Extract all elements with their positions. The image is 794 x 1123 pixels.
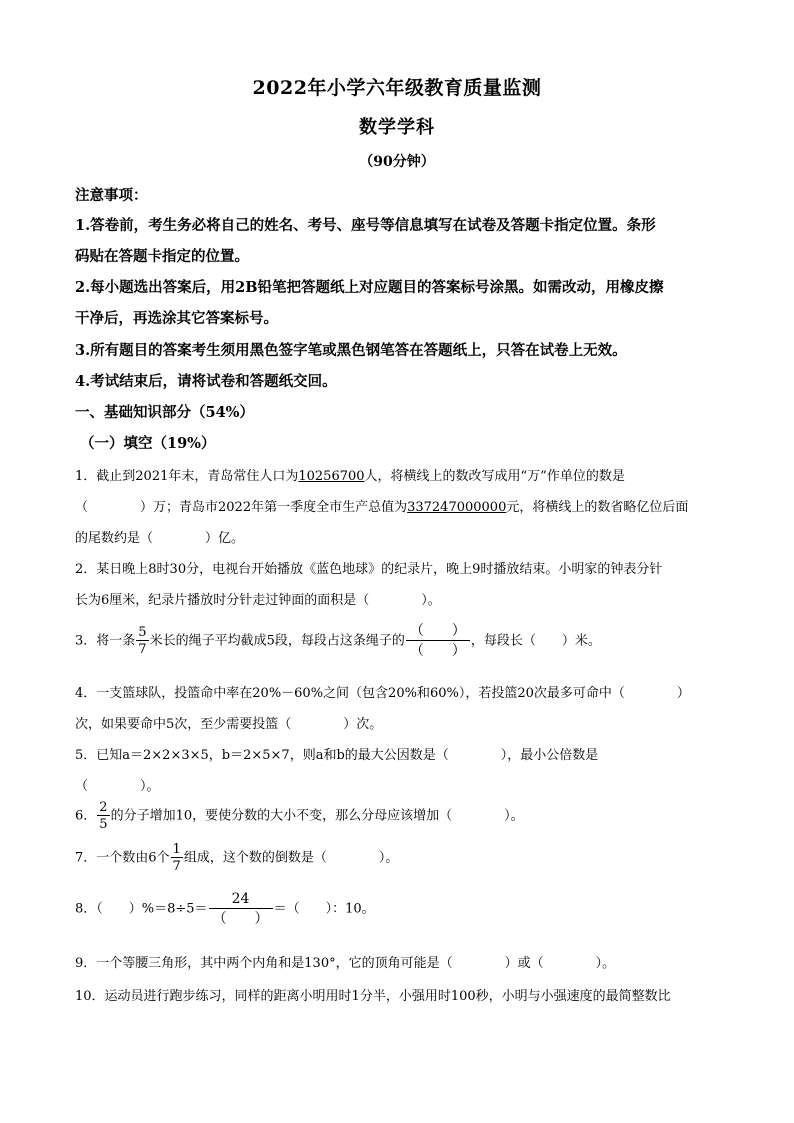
question-1-text-b: 人，将横线上的数改写成用“万”作单位的数是 — [364, 469, 625, 484]
notes-heading: 注意事项： — [75, 187, 148, 204]
question-1-text-c: （ ）万；青岛市2022年第一季度全市生产总值为 — [75, 500, 408, 515]
question-6-fraction-numerator: 2 — [99, 800, 108, 815]
question-9: 9．一个等腰三角形，其中两个内角和是130°，它的顶角可能是（ ）或（ ）。 — [75, 956, 616, 971]
question-7-text-a: 7．一个数由6个 — [75, 850, 170, 866]
question-5-line-1: 5．已知a＝2×2×3×5，b＝2×5×7，则a和b的最大公因数是（ ），最小公倍数是 — [75, 748, 599, 763]
question-8-text-a: 8．（ ）%＝8÷5＝ — [75, 901, 208, 917]
subsection-heading-fill-blank: （一）填空（19%） — [80, 435, 216, 452]
note-item-2-line-2: 干净后，再选涂其它答案标号。 — [75, 310, 278, 327]
question-2-line-1: 2．某日晚上8时30分，电视台开始播放《蓝色地球》的纪录片，晚上9时播放结束。小明家的钟表分针 — [75, 562, 663, 577]
question-6 — [75, 801, 524, 831]
question-1-text-d: 元，将横线上的数省略亿位后面 — [506, 500, 689, 515]
question-7-text-b: 组成，这个数的倒数是（ ）。 — [183, 850, 399, 866]
exam-title: 2022年小学六年级教育质量监测 — [252, 77, 542, 99]
question-3-fraction — [136, 626, 148, 656]
question-10-line-1: 10．运动员进行跑步练习，同样的距离小明用时1分半，小强用时100秒，小明与小强速度的最简整数比 — [75, 989, 671, 1004]
question-3-text-a: 3．将一条 — [75, 633, 136, 649]
note-item-1-line-1: 1.答卷前，考生务必将自己的姓名、考号、座号等信息填写在试卷及答题卡指定位置。条形 — [75, 217, 656, 234]
section-heading-part1: 一、基础知识部分（54%） — [75, 404, 254, 421]
question-6-text-a: 6． — [75, 808, 97, 824]
note-item-4: 4.考试结束后，请将试卷和答题纸交回。 — [75, 373, 337, 390]
subject-title: 数学学科 — [359, 117, 435, 138]
question-1-gdp-number: 337247000000 — [407, 500, 507, 515]
exam-duration: （90分钟） — [359, 154, 435, 170]
question-1-population-number: 10256700 — [298, 469, 365, 484]
question-3-fraction-numerator: 5 — [138, 625, 147, 640]
question-8-text-b: ＝（ ）：10。 — [273, 901, 375, 917]
question-1-line-2 — [75, 496, 688, 515]
question-7-fraction — [171, 843, 183, 873]
question-3-fraction-denominator: 7 — [138, 642, 147, 657]
question-2-line-2: 长为6厘米，纪录片播放时分针走过钟面的面积是（ ）。 — [75, 593, 441, 608]
note-item-1-line-2: 码贴在答题卡指定的位置。 — [75, 248, 249, 265]
question-3-text-b: 米长的绳子平均截成5段，每段占这条绳子的 — [149, 633, 405, 649]
question-3-blank-numerator: （ ） — [409, 623, 466, 639]
question-7-fraction-numerator: 1 — [172, 842, 181, 857]
question-4-line-1: 4．一支篮球队，投篮命中率在20%－60%之间（包含20%和60%），若投篮20次最多可命中（ ） — [75, 686, 690, 701]
question-8-fraction-denominator: （ ） — [209, 908, 273, 926]
question-3-blank-fraction — [406, 624, 470, 658]
question-6-fraction — [97, 801, 109, 831]
question-7-fraction-denominator: 7 — [172, 859, 181, 874]
question-6-fraction-denominator: 5 — [99, 817, 108, 832]
question-4-line-2: 次，如果要命中5次，至少需要投篮（ ）次。 — [75, 717, 383, 732]
note-item-2-line-1: 2.每小题选出答案后，用2B铅笔把答题纸上对应题目的答案标号涂黑。如需改动，用橡皮擦 — [75, 279, 664, 296]
question-6-text-b: 的分子增加10，要使分数的大小不变，那么分母应该增加（ ）。 — [110, 808, 524, 824]
question-5-line-2: （ ）。 — [75, 779, 160, 794]
question-8-fraction-numerator: 24 — [231, 891, 250, 907]
question-1-line-3: 的尾数约是（ ）亿。 — [75, 531, 245, 546]
question-1-line-1 — [75, 465, 625, 484]
question-8 — [75, 892, 375, 926]
question-8-fraction — [209, 892, 273, 926]
question-3-blank-denominator: （ ） — [406, 640, 470, 658]
question-7 — [75, 843, 398, 873]
question-3 — [75, 624, 601, 658]
note-item-3: 3.所有题目的答案考生须用黑色签字笔或黑色钢笔答在答题纸上，只答在试卷上无效。 — [75, 342, 627, 359]
question-1-text-a: 1．截止到2021年末，青岛常住人口为 — [75, 469, 299, 484]
question-3-text-c: ，每段长（ ）米。 — [470, 633, 601, 649]
